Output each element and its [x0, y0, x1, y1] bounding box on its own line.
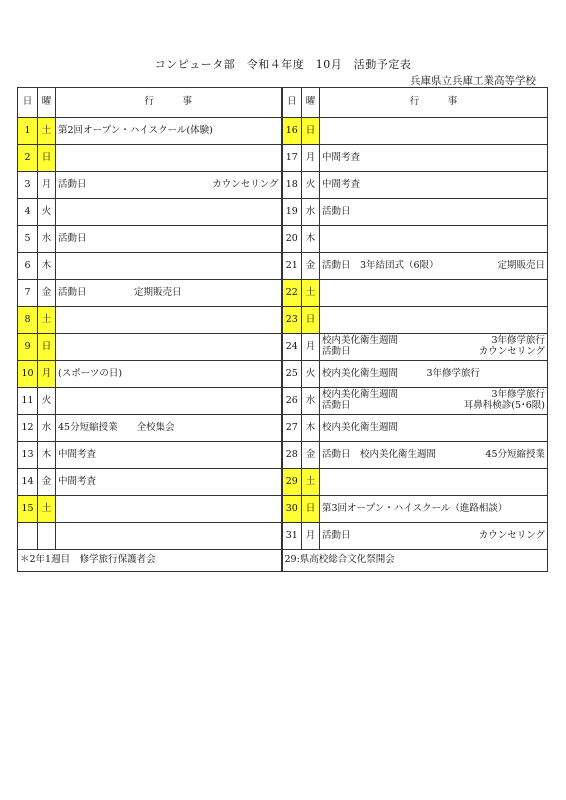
day-cell: 27 — [282, 415, 302, 442]
event-text: 中間考査 — [322, 151, 361, 163]
weekday-cell: 日 — [38, 334, 56, 361]
weekday-cell: 土 — [302, 469, 320, 496]
day-cell: 25 — [282, 361, 302, 388]
event-text: 第2回オープン・ハイスクール(体験) — [58, 124, 213, 136]
day-cell: 14 — [18, 469, 38, 496]
event-line — [322, 369, 545, 380]
event-cell — [320, 361, 548, 388]
event-cell — [320, 523, 548, 550]
event-text: 活動日 — [322, 346, 351, 357]
day-cell: 12 — [18, 415, 38, 442]
weekday-cell: 月 — [302, 334, 320, 361]
header-weekday: 曜 — [302, 88, 320, 118]
day-cell — [18, 523, 38, 550]
page-title: コンピュータ部 令和４年度 10月 活動予定表 — [154, 58, 412, 71]
weekday-cell: 月 — [38, 172, 56, 199]
event-cell — [56, 199, 282, 226]
day-cell: 9 — [18, 334, 38, 361]
event-line — [58, 450, 279, 461]
event-cell — [320, 145, 548, 172]
weekday-cell: 月 — [302, 523, 320, 550]
event-text: 活動日 — [58, 232, 87, 244]
event-line — [58, 234, 279, 245]
day-cell: 13 — [18, 442, 38, 469]
school-name: 兵庫県立兵庫工業高等学校 — [410, 75, 536, 87]
day-cell: 30 — [282, 496, 302, 523]
event-lines — [322, 390, 545, 412]
day-cell: 29 — [282, 469, 302, 496]
table-row — [18, 145, 548, 172]
table-row — [18, 361, 548, 388]
event-cell — [56, 496, 282, 523]
day-cell: 18 — [282, 172, 302, 199]
event-text: カウンセリング — [212, 178, 279, 190]
event-line — [322, 261, 545, 272]
event-line — [58, 369, 279, 380]
day-cell: 4 — [18, 199, 38, 226]
event-text: 活動日 校内美化衛生週間 — [322, 448, 437, 460]
day-cell: 7 — [18, 280, 38, 307]
weekday-cell: 月 — [38, 361, 56, 388]
table-row — [18, 226, 548, 253]
weekday-cell: 金 — [302, 442, 320, 469]
event-text: 第3回オープン・ハイスクール（進路相談） — [322, 502, 508, 514]
event-text: 校内美化衛生週間 3年修学旅行 — [322, 367, 481, 379]
event-text: 活動日 3年結団式（6限） — [322, 259, 439, 271]
event-cell — [320, 199, 548, 226]
day-cell: 3 — [18, 172, 38, 199]
weekday-cell: 火 — [302, 361, 320, 388]
weekday-cell: 土 — [38, 307, 56, 334]
header-events: 行 事 — [56, 88, 282, 118]
weekday-cell: 土 — [302, 280, 320, 307]
day-cell: 16 — [282, 118, 302, 145]
weekday-cell: 木 — [302, 415, 320, 442]
note-left: ＊2年1週目 修学旅行保護者会 — [18, 550, 282, 572]
weekday-cell: 日 — [302, 307, 320, 334]
event-text: カウンセリング — [478, 346, 545, 357]
event-line — [58, 477, 279, 488]
weekday-cell: 月 — [302, 145, 320, 172]
event-cell — [320, 118, 548, 145]
day-cell: 17 — [282, 145, 302, 172]
weekday-cell: 土 — [38, 496, 56, 523]
event-line — [58, 288, 279, 299]
event-text: 活動日 — [322, 529, 351, 541]
event-cell — [320, 469, 548, 496]
event-line — [322, 504, 545, 515]
day-cell: 21 — [282, 253, 302, 280]
event-text: カウンセリング — [478, 529, 545, 541]
event-line — [322, 423, 545, 434]
weekday-cell: 土 — [38, 118, 56, 145]
table-row — [18, 496, 548, 523]
table-row — [18, 307, 548, 334]
event-cell — [56, 253, 282, 280]
day-cell: 20 — [282, 226, 302, 253]
table-row — [18, 415, 548, 442]
event-text: 3年修学旅行 — [491, 335, 545, 347]
event-line — [322, 207, 545, 218]
event-cell — [320, 496, 548, 523]
event-cell — [56, 388, 282, 415]
event-text: 耳鼻科検診(5･6限) — [463, 400, 545, 411]
event-line — [322, 180, 545, 191]
event-line — [58, 126, 279, 137]
event-line — [322, 153, 545, 164]
table-row — [18, 280, 548, 307]
weekday-cell: 火 — [302, 172, 320, 199]
event-text: 中間考査 — [58, 475, 97, 487]
weekday-cell: 水 — [302, 388, 320, 415]
table-row — [18, 523, 548, 550]
weekday-cell: 木 — [302, 226, 320, 253]
day-cell: 8 — [18, 307, 38, 334]
day-cell: 5 — [18, 226, 38, 253]
day-cell: 31 — [282, 523, 302, 550]
weekday-cell: 火 — [38, 199, 56, 226]
notes-row — [18, 550, 548, 572]
event-text: 中間考査 — [322, 178, 361, 190]
day-cell: 6 — [18, 253, 38, 280]
event-cell — [56, 361, 282, 388]
day-cell: 26 — [282, 388, 302, 415]
table-header-row — [18, 88, 548, 118]
note-right: 29:県高校総合文化祭開会 — [282, 550, 548, 572]
event-cell — [56, 172, 282, 199]
event-cell — [56, 334, 282, 361]
weekday-cell: 日 — [302, 118, 320, 145]
event-cell — [56, 307, 282, 334]
day-cell: 24 — [282, 334, 302, 361]
table-row — [18, 469, 548, 496]
event-text: 活動日 — [322, 400, 351, 411]
table-row — [18, 199, 548, 226]
weekday-cell: 水 — [38, 415, 56, 442]
event-cell — [320, 442, 548, 469]
event-text: 校内美化衛生週間 — [322, 335, 399, 347]
weekday-cell: 金 — [302, 253, 320, 280]
table-row — [18, 118, 548, 145]
activity-schedule-table — [17, 87, 548, 572]
event-text: 校内美化衛生週間 — [322, 389, 399, 401]
day-cell: 19 — [282, 199, 302, 226]
event-text: 中間考査 — [58, 448, 97, 460]
day-cell: 28 — [282, 442, 302, 469]
table-row — [18, 442, 548, 469]
day-cell: 2 — [18, 145, 38, 172]
weekday-cell: 木 — [38, 253, 56, 280]
event-cell — [56, 145, 282, 172]
day-cell: 23 — [282, 307, 302, 334]
event-cell — [320, 388, 548, 415]
event-text: 45分短縮授業 全校集会 — [58, 421, 175, 433]
event-cell — [56, 226, 282, 253]
event-lines — [322, 336, 545, 358]
event-line — [322, 347, 545, 358]
weekday-cell: 金 — [38, 469, 56, 496]
event-cell — [56, 118, 282, 145]
event-cell — [320, 415, 548, 442]
weekday-cell: 金 — [38, 280, 56, 307]
day-cell: 11 — [18, 388, 38, 415]
weekday-cell: 日 — [38, 145, 56, 172]
event-text: 校内美化衛生週間 — [322, 421, 399, 433]
weekday-cell: 木 — [38, 442, 56, 469]
event-text: (スポーツの日) — [58, 367, 123, 379]
event-text: 活動日 — [322, 205, 351, 217]
event-line — [322, 531, 545, 542]
table-row — [18, 172, 548, 199]
event-cell — [56, 469, 282, 496]
day-cell: 15 — [18, 496, 38, 523]
event-cell — [56, 523, 282, 550]
event-line — [58, 180, 279, 191]
event-text: 定期販売日 — [497, 259, 545, 271]
table-row — [18, 388, 548, 415]
event-cell — [320, 172, 548, 199]
day-cell: 1 — [18, 118, 38, 145]
day-cell: 22 — [282, 280, 302, 307]
header-weekday: 曜 — [38, 88, 56, 118]
event-line — [58, 423, 279, 434]
event-text: 活動日 定期販売日 — [58, 286, 182, 298]
event-cell — [56, 415, 282, 442]
event-cell — [320, 280, 548, 307]
table-row — [18, 253, 548, 280]
table-row — [18, 334, 548, 361]
event-cell — [56, 442, 282, 469]
day-cell: 10 — [18, 361, 38, 388]
weekday-cell: 水 — [38, 226, 56, 253]
weekday-cell: 火 — [38, 388, 56, 415]
event-cell — [320, 307, 548, 334]
weekday-cell: 日 — [302, 496, 320, 523]
event-text: 活動日 — [58, 178, 87, 190]
header-events: 行 事 — [320, 88, 548, 118]
weekday-cell — [38, 523, 56, 550]
event-line — [322, 450, 545, 461]
event-cell — [320, 226, 548, 253]
event-cell — [320, 334, 548, 361]
event-cell — [56, 280, 282, 307]
header-day: 日 — [282, 88, 302, 118]
event-cell — [320, 253, 548, 280]
header-day: 日 — [18, 88, 38, 118]
event-text: 45分短縮授業 — [485, 448, 545, 460]
weekday-cell: 水 — [302, 199, 320, 226]
event-line — [322, 401, 545, 412]
event-text: 3年修学旅行 — [491, 389, 545, 401]
